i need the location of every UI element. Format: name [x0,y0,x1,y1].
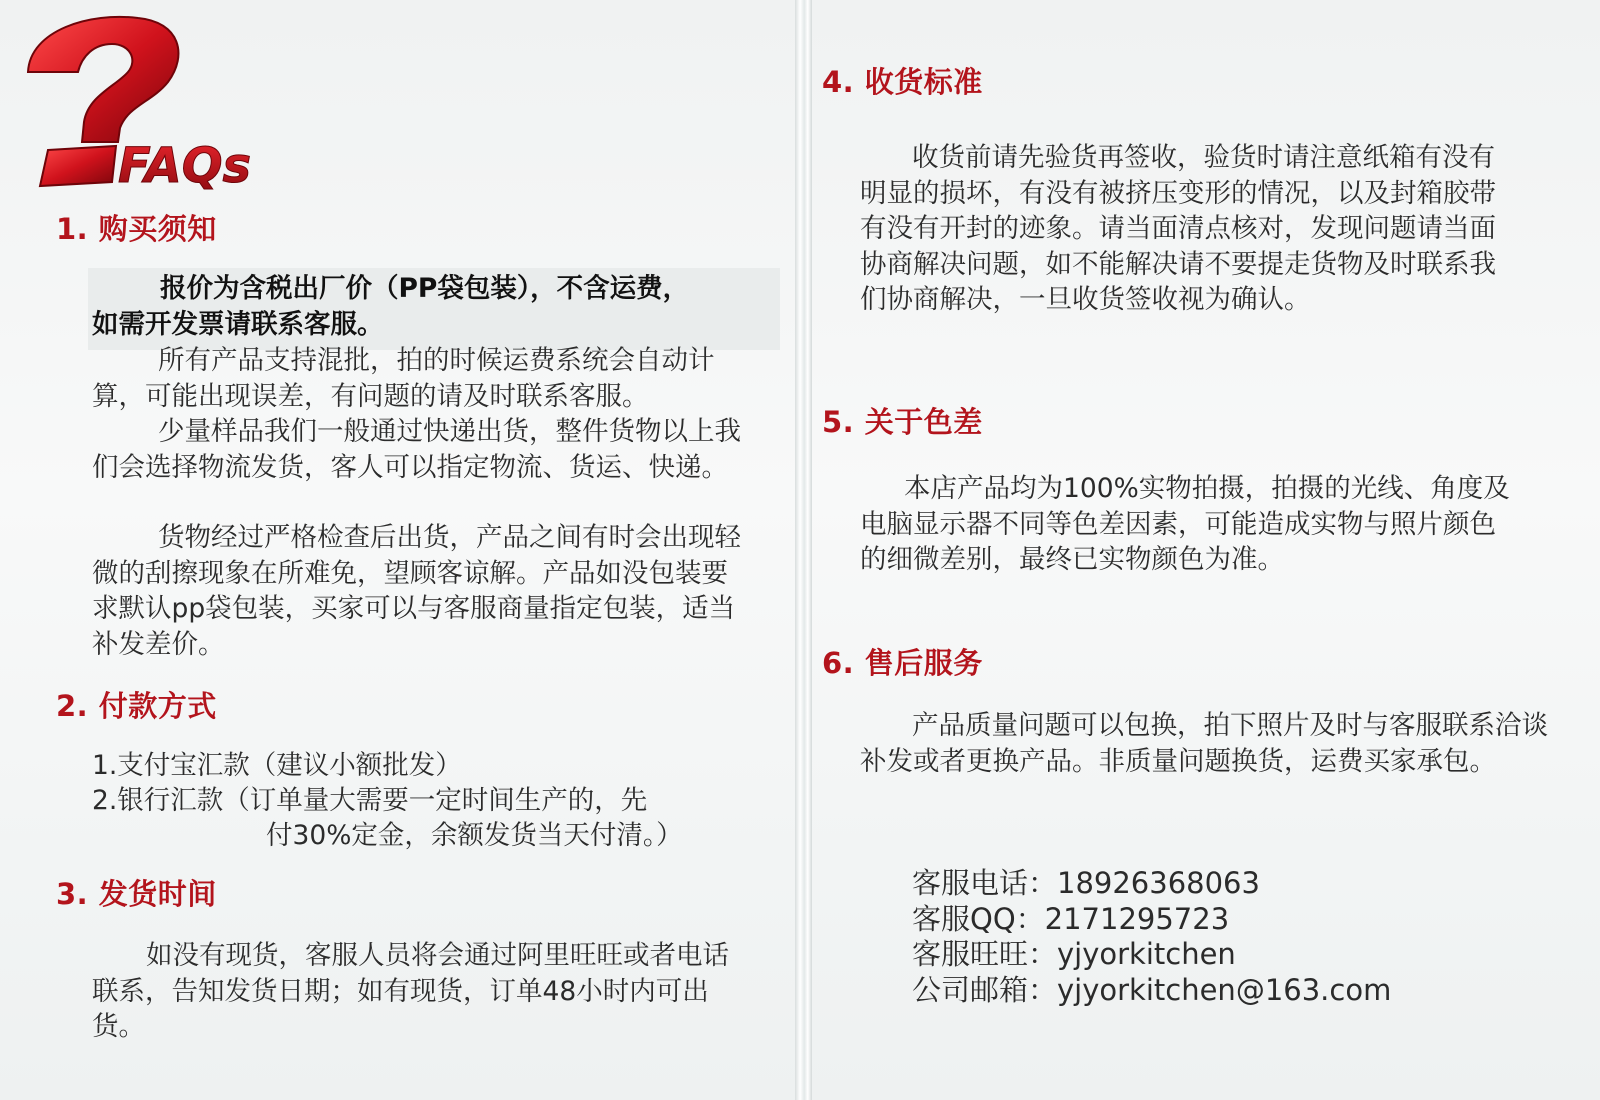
purchase-paragraph-3: 货物经过严格检查后出货，产品之间有时会出现轻微的刮擦现象在所难免，望顾客谅解。产品如没包装要求默认pp袋包装，买家可以与客服商量指定包装，适当补发差价。 [92,522,741,660]
price-notice-line-1: 报价为含税出厂价（PP袋包装），不含运费， [160,273,690,304]
receiving-paragraph: 收货前请先验货再签收，验货时请注意纸箱有没有明显的损坏，有没有被挤压变形的情况，以及封箱胶带有没有开封的迹象。请当面清点核对，发现问题请当面协商解决问题，如不能解决请不要提走货物及时联系我们协商解决，一旦收货签收视为确认。 [860,142,1496,315]
contact-email: 公司邮箱：yjyorkitchen@163.com [912,972,1392,1007]
section-heading-receiving: 4. 收货标准 [822,65,983,99]
contact-phone: 客服电话：18926368063 [912,866,1260,900]
price-notice-line-2: 如需开发票请联系客服。 [92,308,384,340]
section-heading-shipping: 3. 发货时间 [56,877,217,911]
purchase-paragraph-1: 所有产品支持混批，拍的时候运费系统会自动计算，可能出现误差，有问题的请及时联系客服。 [92,345,715,412]
payment-item-alipay: 1.支付宝汇款（建议小额批发） [92,750,462,781]
contact-info [912,866,1391,1008]
panel-divider [795,0,812,1100]
faq-question-mark-logo [20,10,260,195]
contact-wangwang: 客服旺旺：yjyorkitchen [912,937,1236,971]
payment-item-bank-line-1: 2.银行汇款（订单量大需要一定时间生产的，先 [92,785,648,816]
color-difference-paragraph: 本店产品均为100%实物拍摄，拍摄的光线、角度及电脑显示器不同等色差因素，可能造成实物与照片颜色的细微差别，最终已实物颜色为准。 [860,473,1510,575]
section-heading-purchase: 1. 购买须知 [56,212,217,246]
payment-item-bank-line-2: 付30%定金，余额发货当天付清。） [266,820,683,851]
contact-qq: 客服QQ：2171295723 [912,901,1230,936]
purchase-paragraph-2: 少量样品我们一般通过快递出货，整件货物以上我们会选择物流发货，客人可以指定物流、货运、快递。 [92,416,741,483]
section-heading-after-sales: 6. 售后服务 [822,646,983,680]
section-heading-payment: 2. 付款方式 [56,689,217,723]
faq-logo-text: FAQs [118,138,252,194]
shipping-paragraph: 如没有现货，客服人员将会通过阿里旺旺或者电话联系，告知发货日期；如有现货，订单48小时内可出货。 [92,940,729,1042]
after-sales-paragraph: 产品质量问题可以包换，拍下照片及时与客服联系洽谈补发或者更换产品。非质量问题换货，运费买家承包。 [860,710,1548,777]
question-mark-icon [20,10,260,195]
price-notice [92,271,772,342]
section-heading-color-difference: 5. 关于色差 [822,405,983,439]
